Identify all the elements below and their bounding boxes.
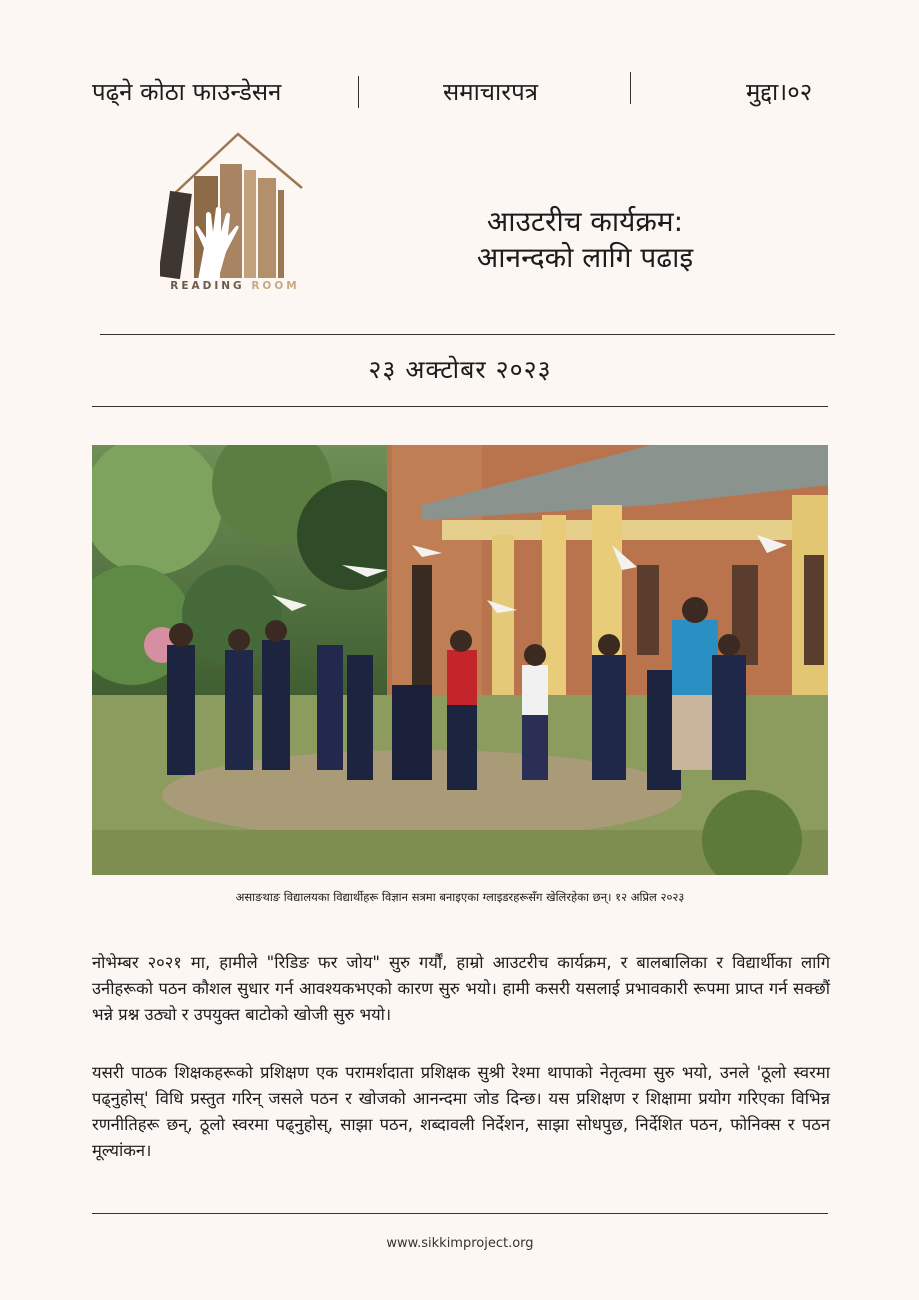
article-paragraph: नोभेम्बर २०२१ मा, हामीले "रिडिङ फर जोय" सुरु गर्यौं, हाम्रो आउटरीच कार्यक्रम, र बालबालिका र विद्यार्थीका लागि उनीहरूको पठन कौशल सुधार गर्न आवश्यकभएको कारण सुरु भयो। हामी कसरी यसलाई प्रभावकारी रूपमा प्राप्त गर्न सक्छौं भन्ने प्रश्न उठ्यो र उपयुक्त बाटोको खोजी सुरु भयो। xyxy=(92,953,830,1024)
logo-wordmark xyxy=(160,280,310,292)
logo-word-reading: READING xyxy=(170,280,245,292)
photo-caption: असाङथाङ विद्यालयका विद्यार्थीहरू विज्ञान सत्रमा बनाइएका ग्लाइडरहरूसँग खेलिरहेका छन्। १२ अप्रिल २०२३ xyxy=(235,890,685,904)
article-paragraph: यसरी पाठक शिक्षकहरूको प्रशिक्षण एक परामर्शदाता प्रशिक्षक सुश्री रेश्मा थापाको नेतृत्वमा सुरु भयो, उनले 'ठूलो स्वरमा पढ्नुहोस्' विधि प्रस्तुत गरिन् जसले पठन र खोजको आनन्दमा जोड दिन्छ। यस प्रशिक्षण र शिक्षामा प्रयोग गरिएका विभिन्न रणनीतिहरू छन्, ठूलो स्वरमा पढ्नुहोस्, साझा पठन, शब्दावली निर्देशन, साझा सोधपुछ, निर्देशित पठन, फोनिक्स र पठन मूल्यांकन। xyxy=(92,1063,830,1160)
organization-name: पढ्ने कोठा फाउन्डेसन xyxy=(92,78,282,106)
issue-number: मुद्दा।०२ xyxy=(746,78,813,106)
article-photo xyxy=(92,445,828,875)
divider xyxy=(92,406,828,407)
header-divider xyxy=(358,76,359,108)
article-title-line1: आउटरीच कार्यक्रम: xyxy=(486,205,684,238)
header-divider xyxy=(630,72,631,104)
reading-room-logo xyxy=(160,130,310,298)
article-title xyxy=(420,204,750,276)
divider xyxy=(100,334,835,335)
bookshelf-hand-icon xyxy=(160,130,310,280)
website-link[interactable]: www.sikkimproject.org xyxy=(386,1236,534,1251)
article-title-line2: आनन्दको लागि पढाइ xyxy=(476,241,694,274)
publication-type: समाचारपत्र xyxy=(443,78,538,106)
footer-divider xyxy=(92,1213,828,1214)
students-with-gliders-photo xyxy=(92,445,828,875)
article-date: २३ अक्टोबर २०२३ xyxy=(368,355,552,384)
logo-word-room: ROOM xyxy=(251,280,300,292)
